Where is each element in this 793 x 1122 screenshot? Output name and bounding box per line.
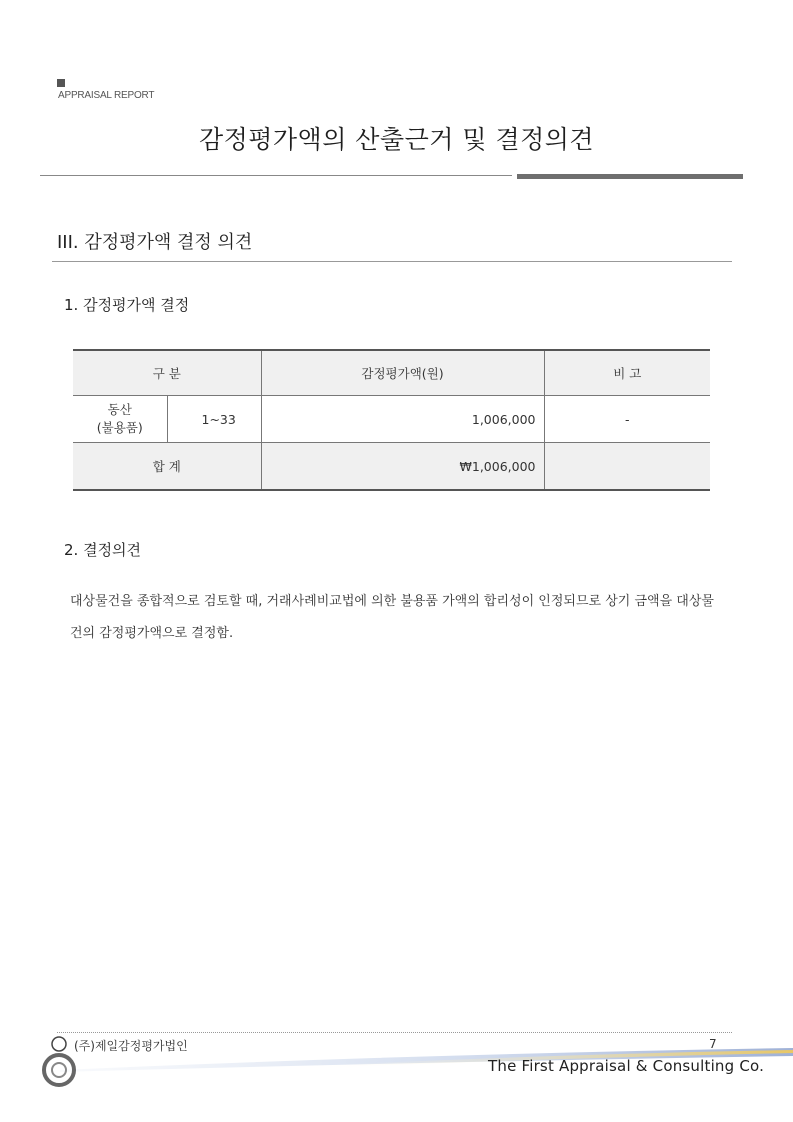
footer-company-name: (주)제일감정평가법인: [74, 1039, 188, 1053]
opinion-paragraph: 대상물건을 종합적으로 검토할 때, 거래사례비교법에 의한 불용품 가액의 합리성이 인정되므로 상기 금액을 대상물건의 감정평가액으로 결정함.: [70, 594, 714, 641]
header-marker-icon: [57, 79, 65, 87]
row-item-range: 1~33: [167, 396, 261, 443]
row-category-line2: (불용품): [96, 420, 143, 435]
header-remarks: 비 고: [544, 350, 710, 396]
section-divider: [52, 261, 732, 262]
section-title: III. 감정평가액 결정 의견: [57, 232, 253, 253]
row-category-line1: 동산: [107, 402, 132, 417]
row-amount: 1,006,000: [261, 396, 544, 443]
header-amount: 감정평가액(원): [261, 350, 544, 396]
row-category: [73, 396, 167, 443]
title-divider-thick: [517, 174, 743, 179]
valuation-table: [73, 349, 710, 491]
subsection-title-valuation: 1. 감정평가액 결정: [64, 296, 190, 314]
footer-divider: [57, 1032, 732, 1033]
report-label: APPRAISAL REPORT: [58, 90, 155, 101]
header-category: 구 분: [73, 350, 261, 396]
table-total-row: [73, 443, 710, 491]
footer-english-name: The First Appraisal & Consulting Co.: [488, 1057, 765, 1075]
page-number: 7: [709, 1037, 717, 1051]
subsection-title-opinion: 2. 결정의견: [64, 541, 142, 559]
page-title: 감정평가액의 산출근거 및 결정의견: [198, 125, 595, 154]
total-remarks: [544, 443, 710, 491]
company-seal-icon: [41, 1036, 77, 1088]
table-header-row: [73, 350, 710, 396]
total-amount: ₩1,006,000: [261, 443, 544, 491]
row-remarks: -: [544, 396, 710, 443]
title-divider-thin: [40, 175, 512, 176]
table-row: [73, 396, 710, 443]
total-label: 합 계: [73, 443, 261, 491]
